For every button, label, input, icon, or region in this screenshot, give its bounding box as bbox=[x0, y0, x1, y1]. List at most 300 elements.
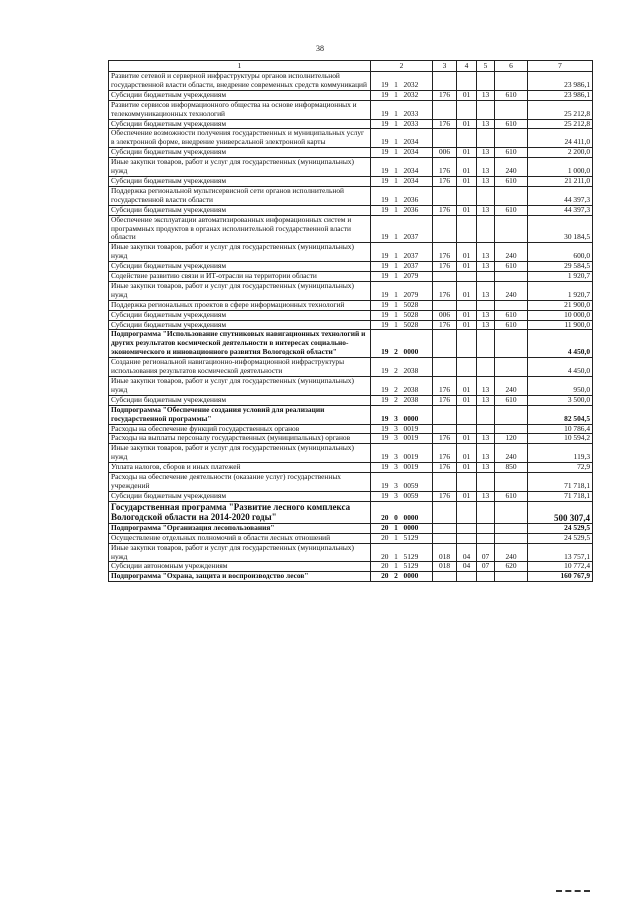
code-expense-type: 610 bbox=[495, 491, 528, 501]
code-section: 01 bbox=[457, 148, 477, 158]
code-ministry: 176 bbox=[433, 262, 457, 272]
code-subprogram: 1 bbox=[391, 72, 402, 91]
code-item: 2079 bbox=[402, 281, 433, 300]
amount: 10 786,4 bbox=[528, 424, 593, 434]
code-ministry bbox=[433, 300, 457, 310]
table-row bbox=[109, 562, 593, 572]
amount: 25 212,8 bbox=[528, 119, 593, 129]
code-item: 0019 bbox=[402, 444, 433, 463]
row-name: Создание региональной навигационно-информационной инфраструктуры использования результатов космической деятельности bbox=[109, 358, 371, 377]
code-section: 01 bbox=[457, 395, 477, 405]
amount: 1 000,0 bbox=[528, 158, 593, 177]
header-col-1: 1 bbox=[109, 61, 371, 72]
table-row bbox=[109, 158, 593, 177]
code-ministry bbox=[433, 533, 457, 543]
code-section bbox=[457, 272, 477, 282]
code-ministry bbox=[433, 100, 457, 119]
code-program: 19 bbox=[371, 491, 391, 501]
code-subprogram: 1 bbox=[391, 186, 402, 205]
code-item: 2037 bbox=[402, 262, 433, 272]
code-section bbox=[457, 186, 477, 205]
row-name: Субсидии бюджетным учреждениям bbox=[109, 262, 371, 272]
row-name: Поддержка региональных проектов в сфере информационных технологий bbox=[109, 300, 371, 310]
code-expense-type: 240 bbox=[495, 444, 528, 463]
code-subprogram: 2 bbox=[391, 377, 402, 396]
table-row bbox=[109, 100, 593, 119]
code-subsection bbox=[477, 300, 495, 310]
code-expense-type: 610 bbox=[495, 395, 528, 405]
code-subsection bbox=[477, 129, 495, 148]
row-name: Иные закупки товаров, работ и услуг для государственных (муниципальных) нужд bbox=[109, 243, 371, 262]
code-item: 0000 bbox=[402, 405, 433, 424]
amount: 4 450,0 bbox=[528, 358, 593, 377]
code-program: 19 bbox=[371, 100, 391, 119]
code-ministry: 176 bbox=[433, 243, 457, 262]
code-subsection: 13 bbox=[477, 320, 495, 330]
row-name: Осуществление отдельных полномочий в области лесных отношений bbox=[109, 533, 371, 543]
code-subsection: 13 bbox=[477, 148, 495, 158]
row-name: Субсидии бюджетным учреждениям bbox=[109, 395, 371, 405]
table-row bbox=[109, 463, 593, 473]
code-section: 01 bbox=[457, 281, 477, 300]
code-section: 01 bbox=[457, 491, 477, 501]
header-row bbox=[109, 61, 593, 72]
amount: 10 594,2 bbox=[528, 434, 593, 444]
code-expense-type: 240 bbox=[495, 377, 528, 396]
amount: 23 986,1 bbox=[528, 90, 593, 100]
code-expense-type bbox=[495, 405, 528, 424]
code-ministry: 176 bbox=[433, 444, 457, 463]
code-item: 2033 bbox=[402, 119, 433, 129]
header-col-4: 4 bbox=[457, 61, 477, 72]
code-program: 19 bbox=[371, 158, 391, 177]
code-subprogram: 1 bbox=[391, 272, 402, 282]
row-name: Поддержка региональной мультисервисной сети органов исполнительной государственной власти области bbox=[109, 186, 371, 205]
amount: 10 000,0 bbox=[528, 310, 593, 320]
code-item: 0019 bbox=[402, 424, 433, 434]
amount: 13 757,1 bbox=[528, 543, 593, 562]
code-ministry: 176 bbox=[433, 176, 457, 186]
code-subsection bbox=[477, 501, 495, 523]
code-subsection bbox=[477, 330, 495, 358]
code-subsection: 13 bbox=[477, 176, 495, 186]
code-subprogram: 2 bbox=[391, 358, 402, 377]
row-name: Подпрограмма "Организация лесопользования" bbox=[109, 523, 371, 533]
code-subsection: 13 bbox=[477, 463, 495, 473]
code-expense-type bbox=[495, 473, 528, 492]
code-subsection: 13 bbox=[477, 434, 495, 444]
code-ministry: 176 bbox=[433, 281, 457, 300]
row-name: Субсидии автономным учреждениям bbox=[109, 562, 371, 572]
code-ministry bbox=[433, 215, 457, 243]
code-ministry: 176 bbox=[433, 205, 457, 215]
table-row bbox=[109, 243, 593, 262]
code-subsection: 13 bbox=[477, 395, 495, 405]
code-subsection: 13 bbox=[477, 90, 495, 100]
code-expense-type: 610 bbox=[495, 176, 528, 186]
table-row bbox=[109, 501, 593, 523]
table-row bbox=[109, 395, 593, 405]
code-program: 20 bbox=[371, 562, 391, 572]
code-item: 5028 bbox=[402, 300, 433, 310]
code-item: 0019 bbox=[402, 434, 433, 444]
code-subsection: 07 bbox=[477, 543, 495, 562]
code-expense-type bbox=[495, 424, 528, 434]
amount: 4 450,0 bbox=[528, 330, 593, 358]
row-name: Иные закупки товаров, работ и услуг для государственных (муниципальных) нужд bbox=[109, 543, 371, 562]
code-ministry bbox=[433, 358, 457, 377]
code-expense-type bbox=[495, 533, 528, 543]
code-ministry bbox=[433, 501, 457, 523]
row-name: Подпрограмма "Использование спутниковых навигационных технологий и других результатов космической деятельности в интересах социально-экономического и инновационного развития Вологодской области" bbox=[109, 330, 371, 358]
code-expense-type: 610 bbox=[495, 205, 528, 215]
table-row bbox=[109, 320, 593, 330]
amount: 24 529,5 bbox=[528, 533, 593, 543]
code-subsection: 13 bbox=[477, 377, 495, 396]
code-program: 19 bbox=[371, 310, 391, 320]
code-item: 2033 bbox=[402, 100, 433, 119]
row-name: Субсидии бюджетным учреждениям bbox=[109, 176, 371, 186]
code-subsection: 13 bbox=[477, 158, 495, 177]
code-section bbox=[457, 523, 477, 533]
code-expense-type bbox=[495, 100, 528, 119]
amount: 1 920,7 bbox=[528, 281, 593, 300]
code-expense-type bbox=[495, 300, 528, 310]
code-subprogram: 0 bbox=[391, 501, 402, 523]
code-section: 01 bbox=[457, 158, 477, 177]
amount: 23 986,1 bbox=[528, 72, 593, 91]
code-expense-type: 620 bbox=[495, 562, 528, 572]
code-subsection bbox=[477, 358, 495, 377]
code-section bbox=[457, 405, 477, 424]
code-section: 01 bbox=[457, 205, 477, 215]
code-program: 19 bbox=[371, 119, 391, 129]
code-subprogram: 3 bbox=[391, 424, 402, 434]
code-section: 01 bbox=[457, 377, 477, 396]
table-row bbox=[109, 330, 593, 358]
code-subprogram: 1 bbox=[391, 119, 402, 129]
code-item: 2032 bbox=[402, 90, 433, 100]
code-subprogram: 1 bbox=[391, 243, 402, 262]
code-program: 19 bbox=[371, 395, 391, 405]
code-ministry: 176 bbox=[433, 491, 457, 501]
code-item: 2038 bbox=[402, 358, 433, 377]
code-subprogram: 3 bbox=[391, 434, 402, 444]
table-row bbox=[109, 523, 593, 533]
table-row bbox=[109, 90, 593, 100]
table-row bbox=[109, 186, 593, 205]
code-item: 2038 bbox=[402, 377, 433, 396]
code-subsection: 13 bbox=[477, 262, 495, 272]
code-expense-type: 610 bbox=[495, 262, 528, 272]
code-item: 2037 bbox=[402, 243, 433, 262]
code-item: 5028 bbox=[402, 310, 433, 320]
amount: 3 500,0 bbox=[528, 395, 593, 405]
code-section: 04 bbox=[457, 543, 477, 562]
code-item: 0019 bbox=[402, 463, 433, 473]
code-ministry: 018 bbox=[433, 562, 457, 572]
amount: 29 584,5 bbox=[528, 262, 593, 272]
code-subsection: 13 bbox=[477, 281, 495, 300]
amount: 30 184,5 bbox=[528, 215, 593, 243]
code-expense-type bbox=[495, 72, 528, 91]
code-program: 19 bbox=[371, 272, 391, 282]
code-subsection bbox=[477, 72, 495, 91]
code-expense-type bbox=[495, 272, 528, 282]
code-section bbox=[457, 358, 477, 377]
code-subprogram: 1 bbox=[391, 320, 402, 330]
code-section: 01 bbox=[457, 434, 477, 444]
code-ministry: 176 bbox=[433, 434, 457, 444]
code-program: 20 bbox=[371, 543, 391, 562]
table-row bbox=[109, 272, 593, 282]
row-name: Субсидии бюджетным учреждениям bbox=[109, 90, 371, 100]
amount: 24 411,0 bbox=[528, 129, 593, 148]
code-item: 2034 bbox=[402, 148, 433, 158]
table-row bbox=[109, 281, 593, 300]
code-section bbox=[457, 129, 477, 148]
table-row bbox=[109, 310, 593, 320]
code-ministry bbox=[433, 186, 457, 205]
code-ministry: 176 bbox=[433, 158, 457, 177]
code-program: 19 bbox=[371, 473, 391, 492]
code-subprogram: 1 bbox=[391, 533, 402, 543]
code-section bbox=[457, 300, 477, 310]
code-ministry bbox=[433, 72, 457, 91]
row-name: Обеспечение эксплуатации автоматизированных информационных систем и программных продуктов в органах исполнительной государственной власти области bbox=[109, 215, 371, 243]
code-subprogram: 1 bbox=[391, 310, 402, 320]
code-subprogram: 1 bbox=[391, 281, 402, 300]
code-subprogram: 3 bbox=[391, 473, 402, 492]
row-name: Субсидии бюджетным учреждениям bbox=[109, 491, 371, 501]
code-subsection bbox=[477, 424, 495, 434]
code-subprogram: 1 bbox=[391, 215, 402, 243]
code-program: 20 bbox=[371, 572, 391, 582]
table-row bbox=[109, 176, 593, 186]
code-program: 19 bbox=[371, 281, 391, 300]
amount: 21 211,0 bbox=[528, 176, 593, 186]
code-section: 01 bbox=[457, 243, 477, 262]
code-item: 5129 bbox=[402, 562, 433, 572]
code-ministry: 006 bbox=[433, 148, 457, 158]
code-subprogram: 3 bbox=[391, 491, 402, 501]
code-subprogram: 1 bbox=[391, 543, 402, 562]
code-subsection: 13 bbox=[477, 444, 495, 463]
code-ministry bbox=[433, 330, 457, 358]
code-program: 20 bbox=[371, 523, 391, 533]
code-subsection bbox=[477, 533, 495, 543]
code-expense-type bbox=[495, 330, 528, 358]
code-section: 01 bbox=[457, 119, 477, 129]
code-section: 01 bbox=[457, 463, 477, 473]
amount: 25 212,8 bbox=[528, 100, 593, 119]
header-col-7: 7 bbox=[528, 61, 593, 72]
code-subsection bbox=[477, 572, 495, 582]
budget-table bbox=[108, 60, 593, 582]
amount: 82 504,5 bbox=[528, 405, 593, 424]
row-name: Иные закупки товаров, работ и услуг для государственных (муниципальных) нужд bbox=[109, 281, 371, 300]
table-row bbox=[109, 119, 593, 129]
code-subprogram: 1 bbox=[391, 300, 402, 310]
code-ministry bbox=[433, 473, 457, 492]
code-subprogram: 1 bbox=[391, 176, 402, 186]
row-name: Развитие сервисов информационного общества на основе информационных и телекоммуникационных технологий bbox=[109, 100, 371, 119]
code-item: 0059 bbox=[402, 491, 433, 501]
code-expense-type: 240 bbox=[495, 243, 528, 262]
table-row bbox=[109, 215, 593, 243]
code-ministry bbox=[433, 405, 457, 424]
code-item: 5028 bbox=[402, 320, 433, 330]
code-program: 19 bbox=[371, 186, 391, 205]
code-expense-type: 240 bbox=[495, 543, 528, 562]
table-row bbox=[109, 148, 593, 158]
code-item: 0000 bbox=[402, 523, 433, 533]
row-name: Иные закупки товаров, работ и услуг для государственных (муниципальных) нужд bbox=[109, 377, 371, 396]
code-subprogram: 1 bbox=[391, 523, 402, 533]
code-subsection: 13 bbox=[477, 491, 495, 501]
table-row bbox=[109, 377, 593, 396]
code-subsection: 13 bbox=[477, 310, 495, 320]
code-program: 20 bbox=[371, 533, 391, 543]
code-item: 2037 bbox=[402, 215, 433, 243]
code-section: 01 bbox=[457, 262, 477, 272]
scan-mark bbox=[556, 890, 590, 895]
table-row bbox=[109, 205, 593, 215]
code-expense-type: 240 bbox=[495, 281, 528, 300]
code-item: 2038 bbox=[402, 395, 433, 405]
row-name: Субсидии бюджетным учреждениям bbox=[109, 205, 371, 215]
code-expense-type: 610 bbox=[495, 320, 528, 330]
code-section bbox=[457, 473, 477, 492]
row-name: Обеспечение возможности получения государственных и муниципальных услуг в электронной форме, внедрение универсальной электронной карты bbox=[109, 129, 371, 148]
code-program: 19 bbox=[371, 129, 391, 148]
header-col-2: 2 bbox=[371, 61, 433, 72]
code-program: 19 bbox=[371, 148, 391, 158]
code-ministry bbox=[433, 523, 457, 533]
table-row bbox=[109, 444, 593, 463]
amount: 500 307,4 bbox=[528, 501, 593, 523]
code-subprogram: 1 bbox=[391, 100, 402, 119]
code-expense-type bbox=[495, 358, 528, 377]
header-col-5: 5 bbox=[477, 61, 495, 72]
row-name: Расходы на выплаты персоналу государственных (муниципальных) органов bbox=[109, 434, 371, 444]
code-ministry bbox=[433, 424, 457, 434]
code-item: 0000 bbox=[402, 572, 433, 582]
code-program: 19 bbox=[371, 72, 391, 91]
code-expense-type bbox=[495, 501, 528, 523]
row-name: Подпрограмма "Охрана, защита и воспроизводство лесов" bbox=[109, 572, 371, 582]
code-section: 01 bbox=[457, 320, 477, 330]
row-name: Субсидии бюджетным учреждениям bbox=[109, 148, 371, 158]
code-program: 19 bbox=[371, 320, 391, 330]
amount: 2 200,0 bbox=[528, 148, 593, 158]
code-subprogram: 2 bbox=[391, 572, 402, 582]
code-program: 19 bbox=[371, 444, 391, 463]
code-subprogram: 3 bbox=[391, 463, 402, 473]
table-row bbox=[109, 300, 593, 310]
code-item: 5129 bbox=[402, 533, 433, 543]
code-subsection: 13 bbox=[477, 205, 495, 215]
code-expense-type: 240 bbox=[495, 158, 528, 177]
code-item: 0000 bbox=[402, 330, 433, 358]
code-section: 01 bbox=[457, 90, 477, 100]
code-program: 19 bbox=[371, 434, 391, 444]
row-name: Уплата налогов, сборов и иных платежей bbox=[109, 463, 371, 473]
code-subprogram: 1 bbox=[391, 90, 402, 100]
code-expense-type bbox=[495, 572, 528, 582]
code-subsection: 13 bbox=[477, 119, 495, 129]
table-row bbox=[109, 543, 593, 562]
code-expense-type bbox=[495, 215, 528, 243]
code-section: 01 bbox=[457, 310, 477, 320]
amount: 11 900,0 bbox=[528, 320, 593, 330]
code-item: 2032 bbox=[402, 72, 433, 91]
code-section bbox=[457, 215, 477, 243]
code-item: 0000 bbox=[402, 501, 433, 523]
code-program: 19 bbox=[371, 243, 391, 262]
code-expense-type bbox=[495, 523, 528, 533]
code-ministry bbox=[433, 272, 457, 282]
code-program: 20 bbox=[371, 501, 391, 523]
code-subprogram: 1 bbox=[391, 562, 402, 572]
code-program: 19 bbox=[371, 262, 391, 272]
code-program: 19 bbox=[371, 463, 391, 473]
code-section bbox=[457, 330, 477, 358]
code-item: 2036 bbox=[402, 186, 433, 205]
code-subsection: 07 bbox=[477, 562, 495, 572]
table-row bbox=[109, 491, 593, 501]
code-ministry: 018 bbox=[433, 543, 457, 562]
code-subsection bbox=[477, 473, 495, 492]
code-program: 19 bbox=[371, 377, 391, 396]
code-program: 19 bbox=[371, 330, 391, 358]
code-section bbox=[457, 72, 477, 91]
table-row bbox=[109, 358, 593, 377]
code-section bbox=[457, 572, 477, 582]
table-row bbox=[109, 434, 593, 444]
amount: 24 529,5 bbox=[528, 523, 593, 533]
table-row bbox=[109, 473, 593, 492]
code-subprogram: 2 bbox=[391, 330, 402, 358]
code-subprogram: 1 bbox=[391, 205, 402, 215]
amount: 600,0 bbox=[528, 243, 593, 262]
code-subprogram: 3 bbox=[391, 405, 402, 424]
code-item: 0059 bbox=[402, 473, 433, 492]
code-program: 19 bbox=[371, 215, 391, 243]
code-ministry: 176 bbox=[433, 377, 457, 396]
code-item: 2036 bbox=[402, 205, 433, 215]
code-ministry bbox=[433, 572, 457, 582]
table-row bbox=[109, 72, 593, 91]
code-subsection bbox=[477, 100, 495, 119]
row-name: Иные закупки товаров, работ и услуг для государственных (муниципальных) нужд bbox=[109, 444, 371, 463]
code-subsection bbox=[477, 272, 495, 282]
code-section bbox=[457, 424, 477, 434]
table-body bbox=[109, 72, 593, 582]
code-ministry: 176 bbox=[433, 90, 457, 100]
code-ministry: 176 bbox=[433, 320, 457, 330]
code-expense-type: 610 bbox=[495, 119, 528, 129]
table-row bbox=[109, 572, 593, 582]
code-program: 19 bbox=[371, 205, 391, 215]
code-section: 01 bbox=[457, 444, 477, 463]
amount: 119,3 bbox=[528, 444, 593, 463]
code-expense-type: 120 bbox=[495, 434, 528, 444]
amount: 71 718,1 bbox=[528, 491, 593, 501]
code-subprogram: 2 bbox=[391, 395, 402, 405]
code-subprogram: 1 bbox=[391, 129, 402, 148]
amount: 160 767,9 bbox=[528, 572, 593, 582]
